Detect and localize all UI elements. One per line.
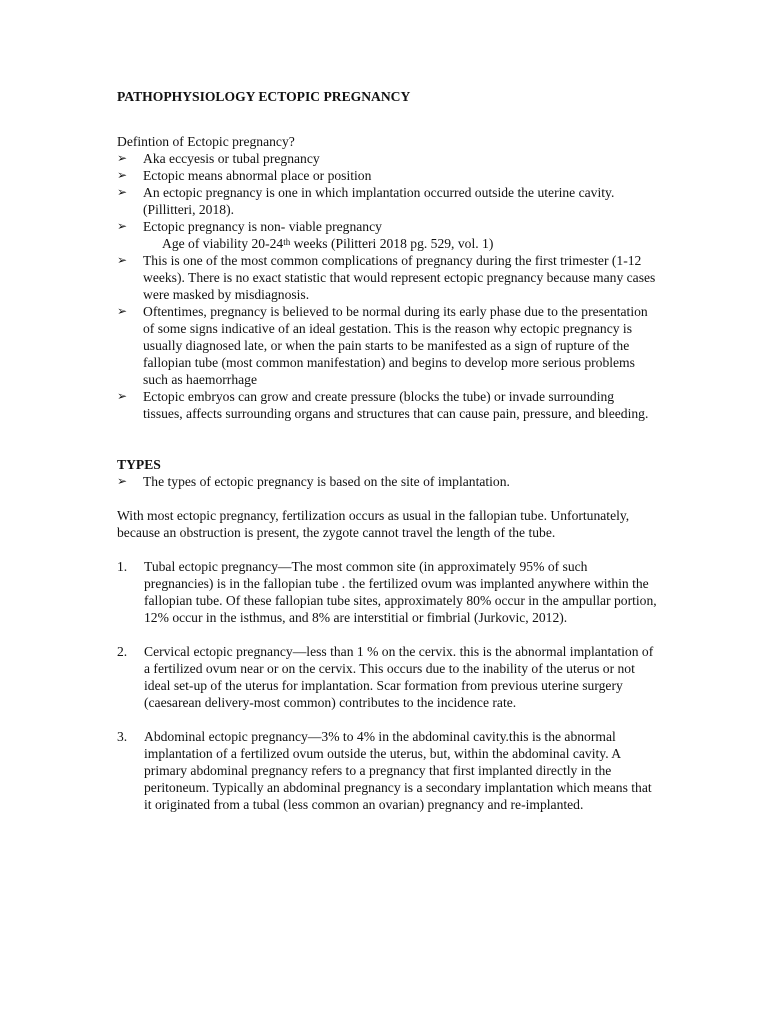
numbered-item [117, 728, 657, 813]
bullet-item [117, 167, 657, 184]
item-number: 3. [117, 729, 128, 744]
bullet-text: This is one of the most common complications of pregnancy during the first trimester (1-12 weeks). There is no exact statistic that would represent ectopic pregnancy because many cases were masked by misdiagnosis. [143, 253, 656, 302]
arrow-bullet-icon: ➢ [117, 219, 128, 233]
bullet-text: Oftentimes, pregnancy is believed to be normal during its early phase due to the presentation of some signs indicative of an ideal gestation. This is the reason why ectopic pregnancy is usually diagnosed late, or when the pain starts to be manifested as a sign of rupture of the fallopian tube (most common manifestation) and begins to develop more serious problems such as haemorrhage [143, 304, 648, 387]
bullet-text: Aka eccyesis or tubal pregnancy [143, 151, 320, 166]
viability-line [117, 235, 657, 252]
numbered-item [117, 558, 657, 626]
detail-bullet-list [117, 252, 657, 422]
arrow-bullet-icon: ➢ [117, 185, 128, 199]
bullet-item [117, 150, 657, 167]
document-body [117, 88, 657, 830]
bullet-item [117, 218, 657, 235]
bullet-item [117, 303, 657, 388]
types-bullet-list [117, 473, 657, 490]
arrow-bullet-icon: ➢ [117, 474, 128, 488]
viability-superscript: th [283, 237, 291, 247]
bullet-text: Ectopic means abnormal place or position [143, 168, 372, 183]
bullet-item [117, 388, 657, 422]
bullet-text: Ectopic embryos can grow and create pressure (blocks the tube) or invade surrounding tissues, affects surrounding organs and structures that can cause pain, pressure, and bleeding. [143, 389, 649, 421]
item-text: Cervical ectopic pregnancy—less than 1 % on the cervix. this is the abnormal implantation of a fertilized ovum near or on the cervix. This occurs due to the inability of the uterus or not ideal set-up of the uterus for implantation. Scar formation from previous uterine surgery (caesarean delivery-most common) contributes to the incidence rate. [144, 644, 654, 710]
definition-bullet-list [117, 150, 657, 235]
bullet-item [117, 473, 657, 490]
viability-suffix: weeks (Pilitteri 2018 pg. 529, vol. 1) [290, 236, 494, 251]
definition-heading: Defintion of Ectopic pregnancy? [117, 134, 295, 149]
item-number: 2. [117, 644, 128, 659]
arrow-bullet-icon: ➢ [117, 168, 128, 182]
arrow-bullet-icon: ➢ [117, 389, 128, 403]
item-text: Tubal ectopic pregnancy—The most common site (in approximately 95% of such pregnancies) is in the fallopian tube . the fertilized ovum was implanted anywhere within the fallopian tube. Of these fallopian tube sites, approximately 80% occur in the ampullar portion, 12% occur in the isthmus, and 8% are interstitial or fimbrial (Jurkovic, 2012). [144, 559, 657, 625]
bullet-text: The types of ectopic pregnancy is based on the site of implantation. [143, 474, 510, 489]
types-paragraph: With most ectopic pregnancy, fertilization occurs as usual in the fallopian tube. Unfortunately, because an obstruction is present, the zygote cannot travel the length of the tube. [117, 508, 630, 540]
bullet-item [117, 252, 657, 303]
arrow-bullet-icon: ➢ [117, 253, 128, 267]
bullet-text: Ectopic pregnancy is non- viable pregnancy [143, 219, 382, 234]
document-title: PATHOPHYSIOLOGY ECTOPIC PREGNANCY [117, 89, 411, 104]
viability-prefix: Age of viability 20-24 [162, 236, 284, 251]
numbered-item [117, 643, 657, 711]
item-number: 1. [117, 559, 128, 574]
arrow-bullet-icon: ➢ [117, 304, 128, 318]
item-text: Abdominal ectopic pregnancy—3% to 4% in the abdominal cavity.this is the abnormal implantation of a fertilized ovum outside the uterus, but, within the abdominal cavity. A primary abdominal pregnancy refers to a pregnancy that first implanted directly in the peritoneum. Typically an abdominal pregnancy is a secondary implantation which means that it originated from a tubal (less common an ovarian) pregnancy and re-implanted. [144, 729, 652, 812]
bullet-item [117, 184, 657, 218]
arrow-bullet-icon: ➢ [117, 151, 128, 165]
bullet-text: An ectopic pregnancy is one in which implantation occurred outside the uterine cavity. (Pillitteri, 2018). [143, 185, 615, 217]
types-numbered-list [117, 558, 657, 813]
types-heading: TYPES [117, 457, 161, 472]
